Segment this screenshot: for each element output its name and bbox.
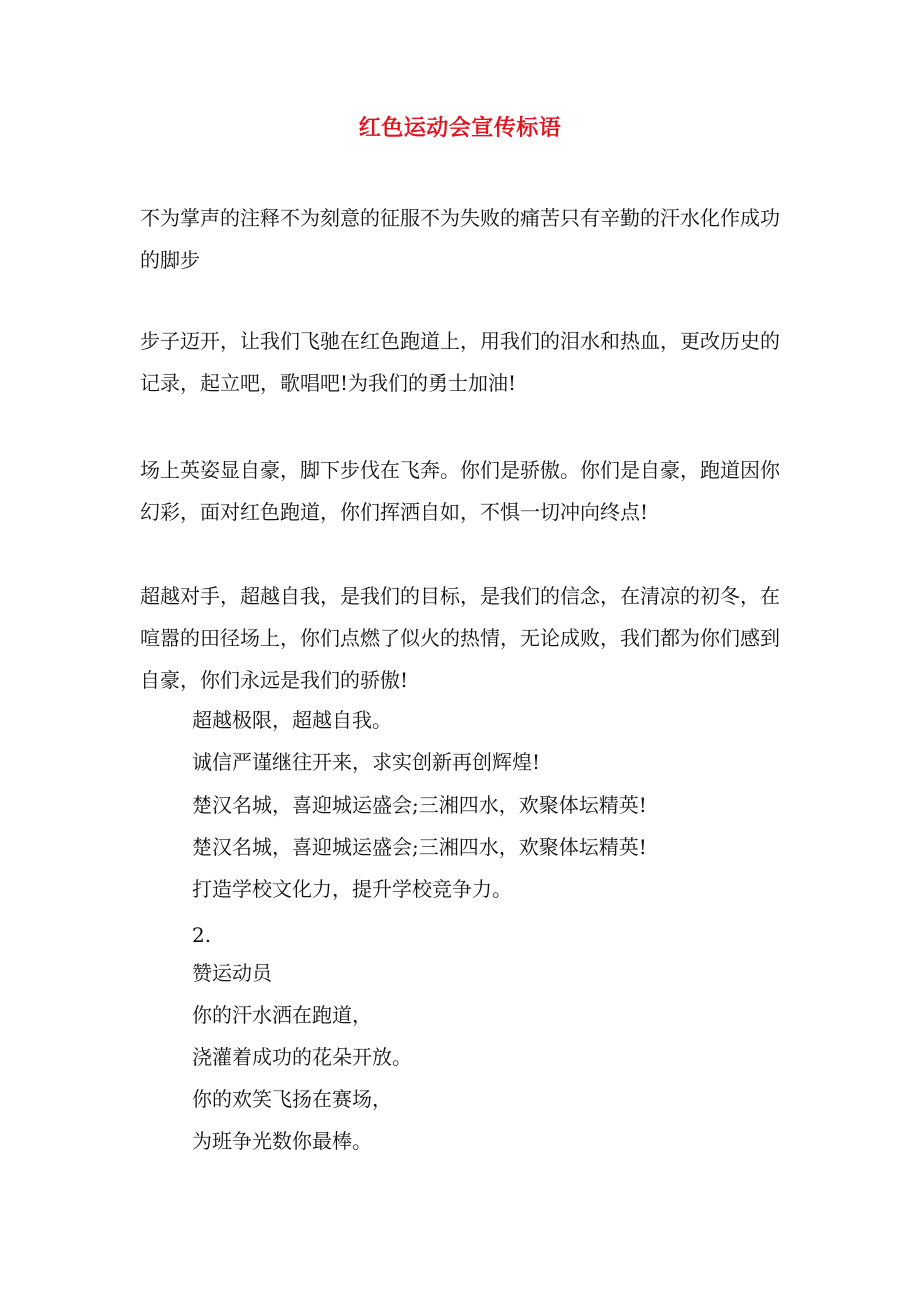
paragraph-3: 场上英姿显自豪，脚下步伐在飞奔。你们是骄傲。你们是自豪，跑道因你幻彩，面对红色跑道，你们挥洒自如，不惧一切冲向终点! — [140, 458, 780, 524]
poem-title: 赞运动员 — [192, 961, 272, 985]
poem-line-1: 你的汗水洒在跑道， — [192, 1003, 372, 1027]
slogan-line-1: 超越极限，超越自我。 — [192, 708, 392, 732]
slogan-line-3: 楚汉名城，喜迎城运盛会;三湘四水，欢聚体坛精英! — [192, 793, 647, 817]
section-number: 2. — [192, 923, 212, 947]
paragraph-4: 超越对手，超越自我，是我们的目标，是我们的信念，在清凉的初冬，在喧嚣的田径场上，你们点燃了似火的热情，无论成败，我们都为你们感到自豪，你们永远是我们的骄傲! — [140, 584, 780, 692]
slogan-line-5: 打造学校文化力，提升学校竞争力。 — [192, 877, 512, 901]
document-title: 红色运动会宣传标语 — [358, 115, 562, 141]
slogan-line-2: 诚信严谨继往开来，求实创新再创辉煌! — [192, 750, 541, 774]
slogan-line-4: 楚汉名城，喜迎城运盛会;三湘四水，欢聚体坛精英! — [192, 835, 647, 859]
paragraph-2: 步子迈开，让我们飞驰在红色跑道上，用我们的泪水和热血，更改历史的记录，起立吧，歌唱吧!为我们的勇士加油! — [140, 329, 780, 395]
poem-line-2: 浇灌着成功的花朵开放。 — [192, 1045, 412, 1069]
paragraph-1: 不为掌声的注释不为刻意的征服不为失败的痛苦只有辛勤的汗水化作成功的脚步 — [140, 206, 780, 272]
poem-line-4: 为班争光数你最棒。 — [192, 1129, 372, 1153]
poem-line-3: 你的欢笑飞扬在赛场， — [192, 1087, 392, 1111]
